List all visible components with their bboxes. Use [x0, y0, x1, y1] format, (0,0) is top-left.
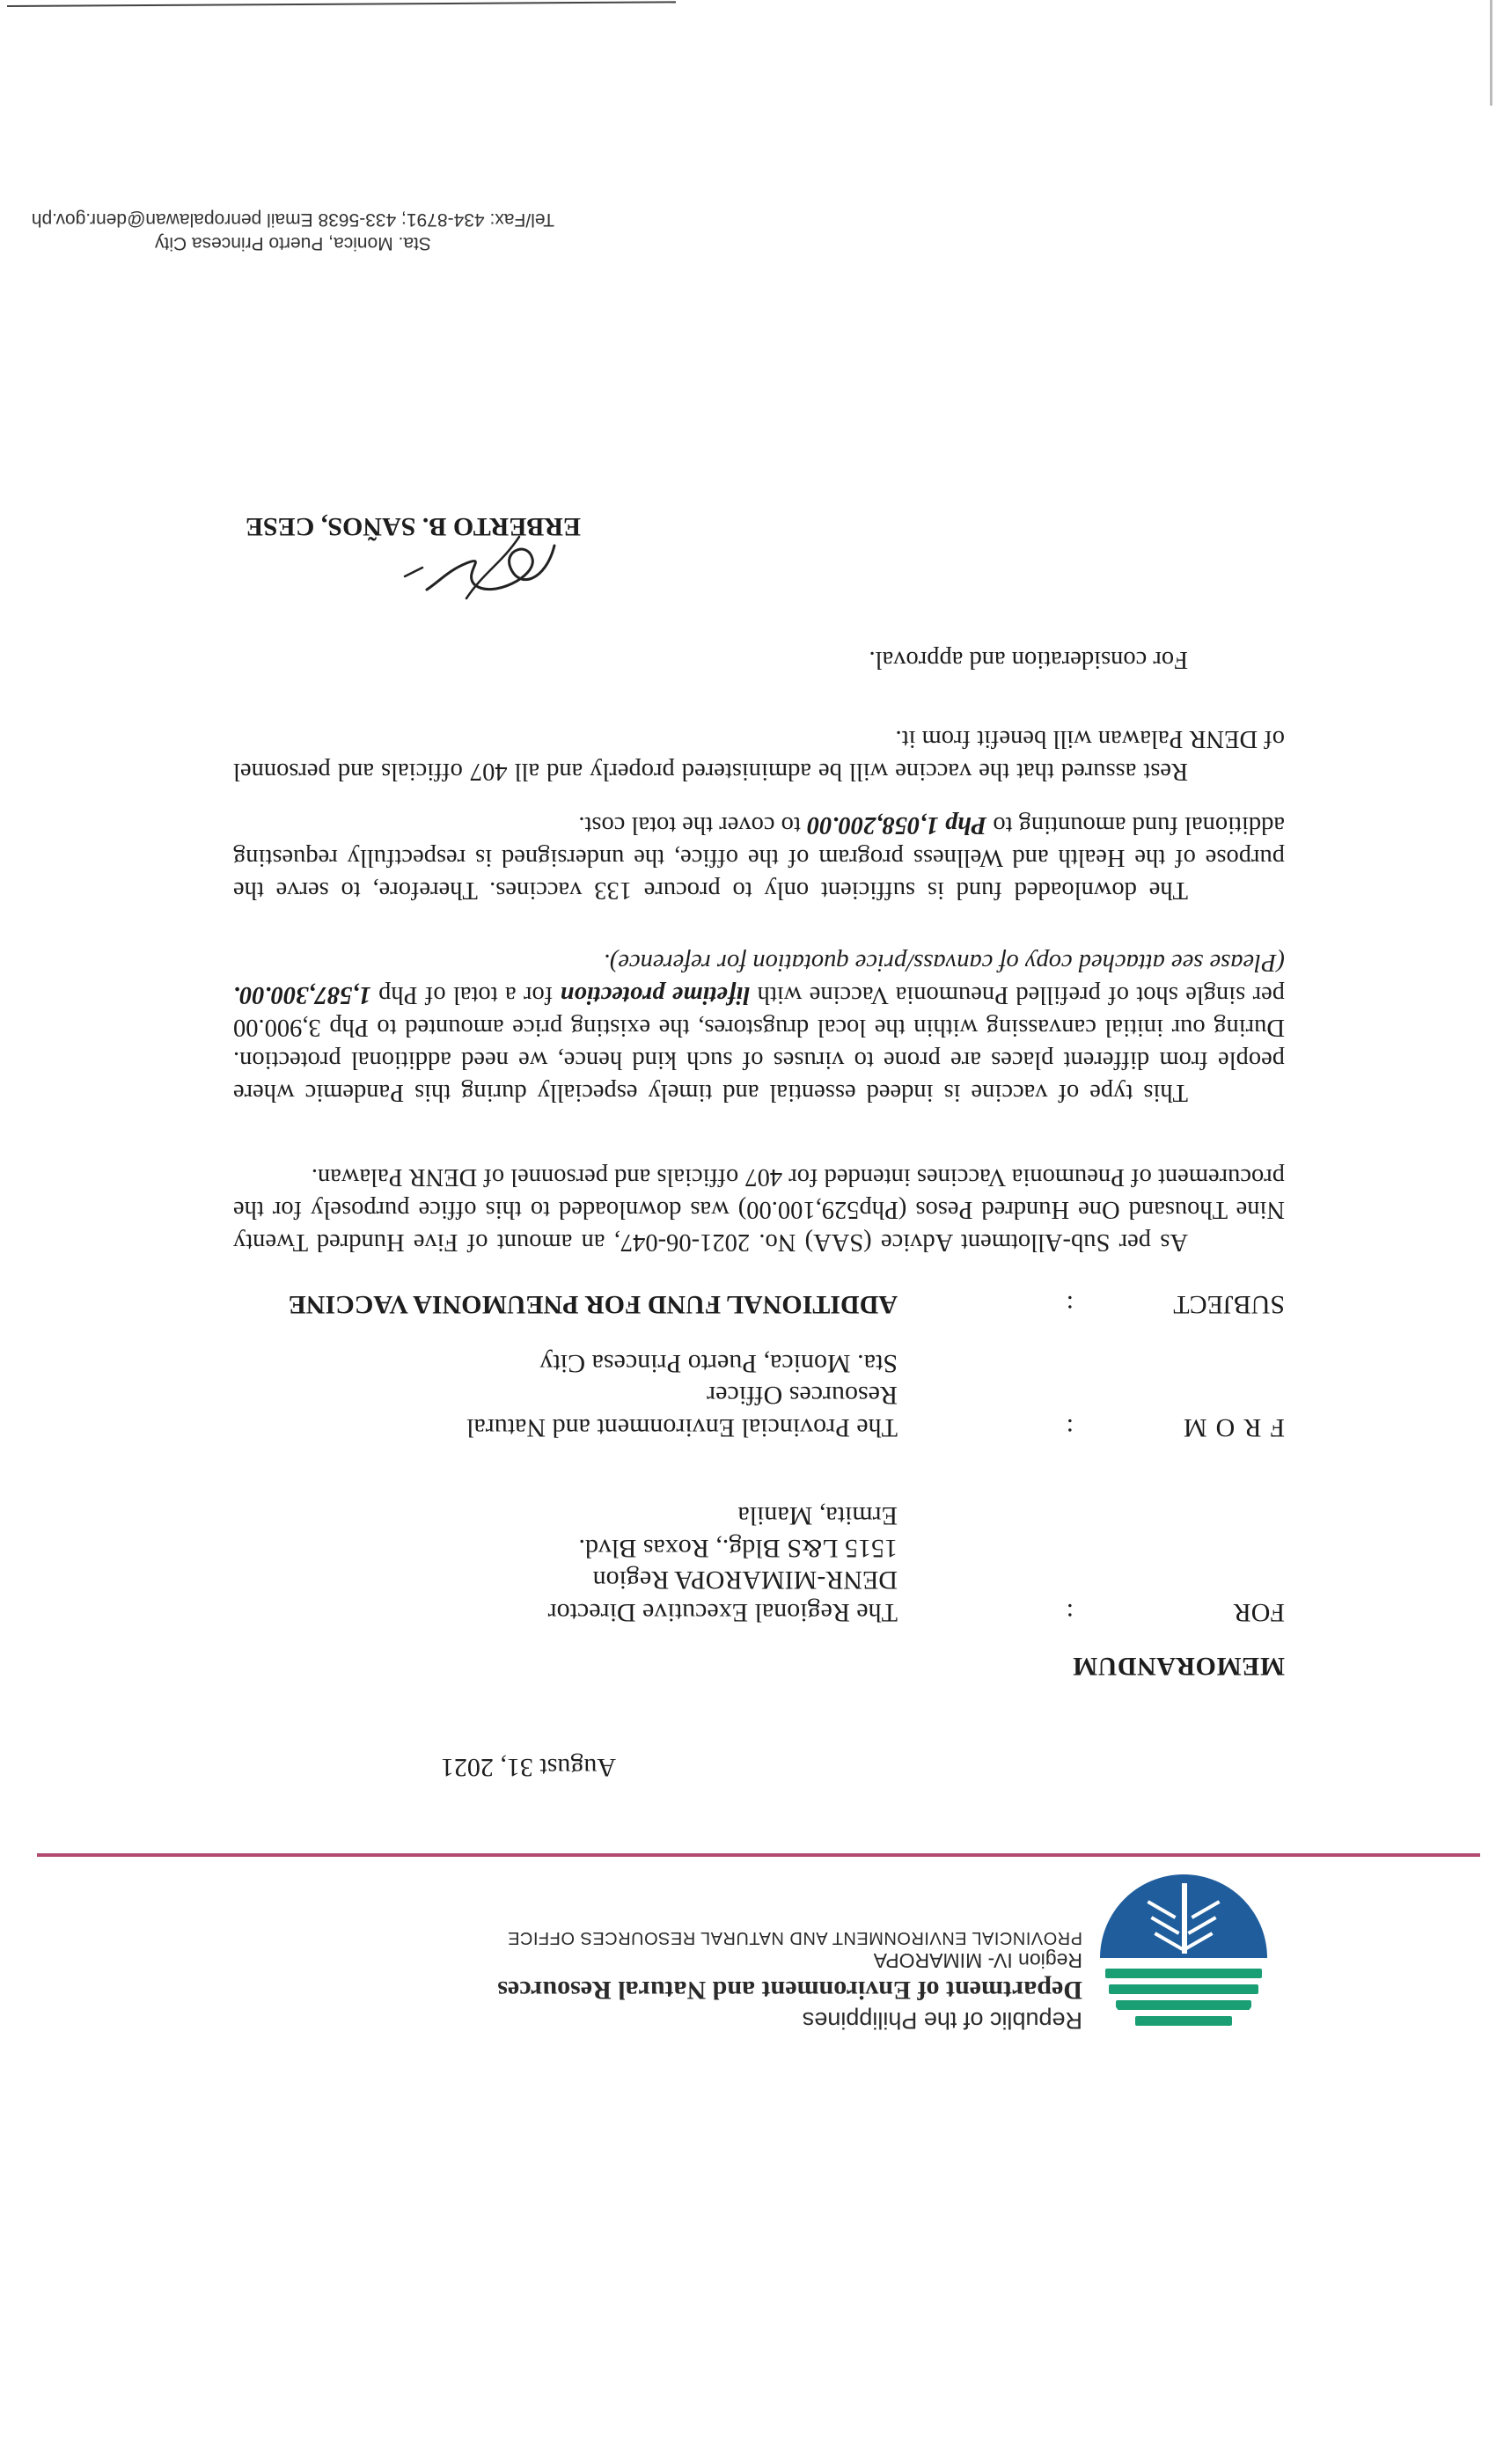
footer-address: Sta. Monica, Puerto Princesa City	[154, 233, 431, 253]
letterhead-office: PROVINCIAL ENVIRONMENT AND NATURAL RESOURCES OFFICE	[507, 1928, 1082, 1948]
paragraph-text: As per Sub-Allotment Advice (SAA) No. 2021-06-047, an amount of Five Hundred Twenty Nine Thousand One Hundred Pesos (Php529,100.00) was downloaded to this office purposely for the procurement of Pneumonia Vaccines intended for 407 officials and personnel of DENR Palawan.	[233, 1162, 1285, 1256]
subject-value: ADDITIONAL FUND FOR PNEUMONIA VACCINE	[288, 1290, 898, 1319]
reference-note: (Please see attached copy of canvass/price quotation for reference).	[603, 948, 1285, 976]
for-colon: :	[1066, 1598, 1074, 1627]
memo-title: MEMORANDUM	[1072, 1652, 1285, 1681]
letterhead-department: Department of Environment and Natural Resources	[497, 1976, 1082, 2006]
paragraph-text: The downloaded fund is sufficient only to procure 133 vaccines. Therefore, to serve the purpose of the Health and Wellness program of the office, the undersigned is respectfully requesting additional fund amounting to	[233, 810, 1285, 904]
subject-label: SUBJECT	[1173, 1290, 1285, 1319]
footer-contact: Tel/Fax: 434-8791; 433-5638 Email penropalawan@denr.gov.ph	[31, 209, 554, 230]
paragraph-text: to cover the total cost.	[578, 810, 807, 839]
additional-fund-amount: Php 1,058,200.00	[806, 810, 987, 839]
from-line: Sta. Monica, Puerto Princesa City	[539, 1348, 898, 1378]
signatory-name: ERBERTO B. SAÑOS, CESE	[245, 512, 581, 541]
for-line: The Regional Executive Director	[547, 1598, 898, 1627]
body-paragraph-4	[233, 722, 1285, 788]
for-line: Ermita, Manila	[737, 1501, 898, 1531]
for-line: DENR-MIMAROPA Region	[592, 1566, 898, 1595]
from-line: The Provincial Environment and Natural	[466, 1413, 898, 1442]
body-paragraph-1	[233, 1161, 1285, 1258]
lifetime-protection-emphasis: lifetime protection	[560, 980, 751, 1008]
for-label: FOR	[1233, 1598, 1285, 1627]
paragraph-text: for a total of Php	[370, 980, 561, 1008]
subject-colon: :	[1066, 1290, 1074, 1319]
paragraph-text: Rest assured that the vaccine will be administered properly and all 407 officials and personnel of DENR Palawan will benefit from it.	[233, 724, 1285, 785]
for-recipient	[176, 1500, 898, 1628]
body-paragraph-2	[233, 946, 1285, 1109]
letterhead-region: Region IV- MIMAROPA	[873, 1949, 1082, 1973]
from-colon: :	[1066, 1413, 1074, 1442]
footer	[32, 207, 554, 255]
letterhead-divider	[37, 1853, 1480, 1857]
closing-line: For consideration and approval.	[869, 646, 1188, 673]
paragraph-text: This type of vaccine is indeed essential and timely especially during this Pandemic where people from different places are prone to viruses of such kind hence, we need additional protection. During our initial canvassing within the local drugstores, the existing price amounted to Php 3,900.00 per single shot of prefilled Pneumonia Vaccine with	[233, 980, 1285, 1106]
from-label: FROM	[1174, 1413, 1285, 1442]
for-line: 1515 L&S Bldg., Roxas Blvd.	[578, 1533, 898, 1563]
from-line: Resources Officer	[707, 1381, 898, 1411]
total-cost-amount: 1,587,300.00.	[233, 980, 371, 1008]
from-sender	[176, 1346, 898, 1443]
denr-logo-icon	[1100, 1874, 1267, 2042]
letterhead-republic: Republic of the Philippines	[802, 2007, 1082, 2034]
letterhead	[497, 1927, 1082, 2035]
body-paragraph-3	[233, 809, 1285, 906]
memo-date: August 31, 2021	[440, 1753, 616, 1782]
